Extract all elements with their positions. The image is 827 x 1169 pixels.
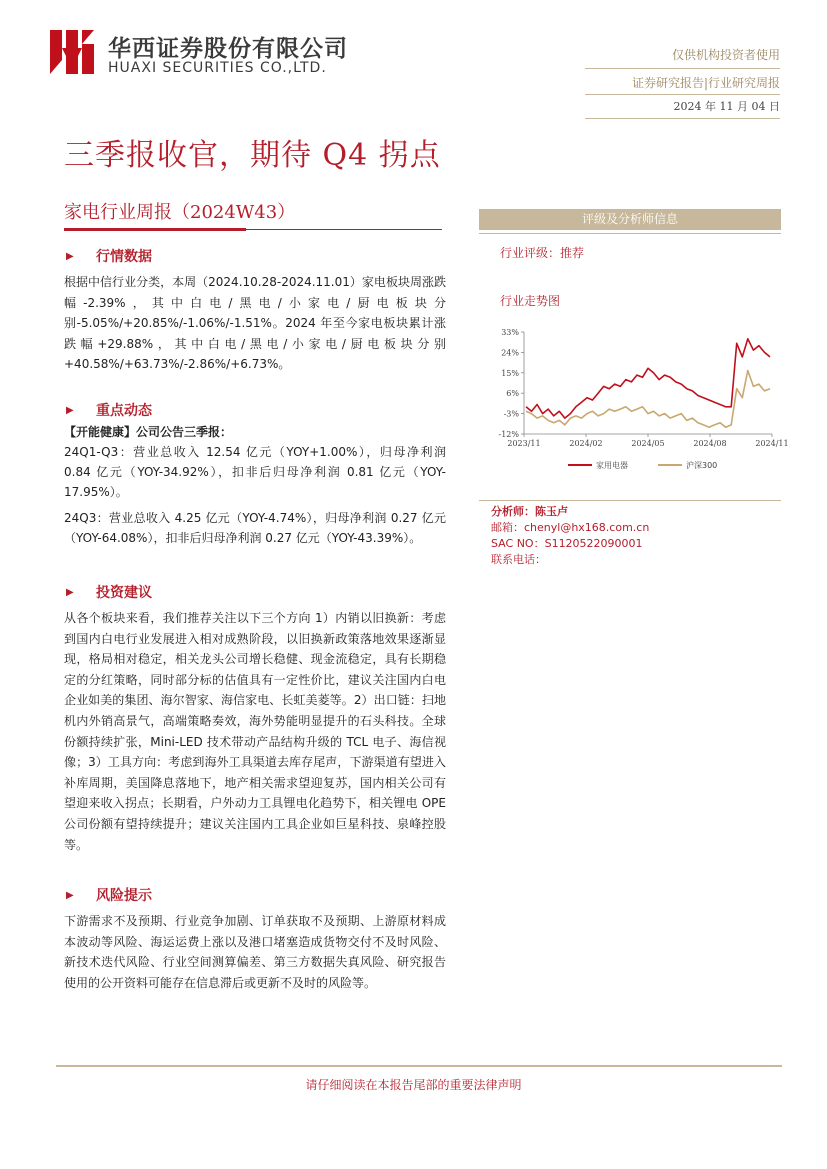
company-name-cn: 华西证券股份有限公司 [108,36,348,62]
advice-text: 从各个板块来看，我们推荐关注以下三个方向 1）内销以旧换新：考虑到国内白电行业发展进入相对成熟阶段，以旧换新政策落地效果逐渐显现，格局相对稳定，相关龙头公司增长稳健、现金流稳定，具有长期稳定的分红策略，同时部分标的估值具有一定性价比，建议关注国内白电企业如美的集团、海尔智家、海信家电、长虹美菱等。2）出口链：扫地机内外销高景气，高端策略奏效，海外势能明显提升的石头科技。全球份额持续扩张，Mini-LED 技术带动产品结构升级的 TCL 电子、海信视像；3）工具方向：考虑到海外工具渠道去库存尾声，下游渠道有望进入补库周期，美国降息落地下，地产相关需求望迎复苏，国内相关公司有望迎来收入拐点；长期看，户外动力工具锂电化趋势下，相关锂电 OPE 公司份额有望持续提升；建议关注国内工具企业如巨星科技、泉峰控股等。 [64,611,446,852]
news-paragraph: 24Q1-Q3：营业总收入 12.54 亿元（YOY+1.00%），归母净利润 0.84 亿元（YOY-34.92%），扣非后归母净利润 0.81 亿元（YOY-17.95%）。 [64,445,446,499]
analyst-phone: 联系电话： [491,553,546,566]
divider [479,500,781,501]
legend-label: 沪深300 [686,461,718,470]
section-title: 行情数据 [96,249,152,265]
y-tick-label: 6% [506,389,519,399]
trend-chart-title: 行业走势图 [500,294,561,308]
triangle-bullet-icon: ▶ [66,404,74,416]
legal-notice: 请仔细阅读在本报告尾部的重要法律声明 [305,1078,522,1092]
divider [585,94,780,95]
company-logo [50,30,98,74]
rating-banner: 评级及分析师信息 [479,209,781,230]
section-risk [64,885,446,993]
subtitle-rule [246,229,442,230]
x-tick-label: 2024/08 [693,439,727,448]
audience-note: 仅供机构投资者使用 [671,48,780,62]
company-name-en: HUAXI SECURITIES CO.,LTD. [108,60,327,76]
section-title: 重点动态 [96,403,152,419]
triangle-bullet-icon: ▶ [66,889,74,901]
triangle-bullet-icon: ▶ [66,250,74,262]
divider [585,118,780,119]
y-tick-label: -12% [498,430,519,439]
section-title: 投资建议 [96,585,152,601]
y-tick-label: 24% [501,348,519,358]
subtitle-underline [64,228,246,231]
divider [585,68,780,69]
section-market [64,246,446,375]
y-tick-label: -3% [503,409,519,419]
analyst-info [491,504,649,568]
legend-label: 家用电器 [596,461,628,470]
y-tick-label: 15% [501,368,519,378]
section-title: 风险提示 [96,888,152,904]
y-tick-label: 33% [501,328,519,337]
market-text: 根据中信行业分类，本周（2024.10.28-2024.11.01）家电板块周涨跌幅-2.39%，其中白电/黑电/小家电/厨电板块分别-5.05%/+20.85%/-1.06%/-1.51%。2024 年至今家电板块累计涨跌幅+29.88%，其中白电/黑电/小家电/厨电板块分别+40.58%/+63.73%/-2.86%/+6.73%。 [64,275,446,372]
footer-rule [56,1065,782,1067]
news-paragraph: 24Q3：营业总收入 4.25 亿元（YOY-4.74%），归母净利润 0.27 亿元（YOY-64.08%），扣非后归母净利润 0.27 亿元（YOY-43.39%）。 [64,511,446,545]
news-headline: 【开能健康】公司公告三季报： [64,425,233,439]
section-advice [64,582,446,855]
industry-trend-chart [488,320,789,480]
report-title: 三季报收官，期待 Q4 拐点 [64,138,441,173]
report-date: 2024 年 11 月 04 日 [673,100,780,113]
x-tick-label: 2024/11 [755,439,789,448]
triangle-bullet-icon: ▶ [66,586,74,598]
divider [479,233,781,234]
risk-text: 下游需求不及预期、行业竞争加剧、订单获取不及预期、上游原材料成本波动等风险、海运运费上涨以及港口堵塞造成货物交付不及时风险、新技术迭代风险、行业空间测算偏差、第三方数据失真风险、研究报告使用的公开资料可能存在信息滞后或更新不及时的风险等。 [64,914,446,990]
x-tick-label: 2023/11 [507,439,541,448]
analyst-sac: SAC NO：S1120522090001 [491,537,643,550]
section-news [64,400,446,548]
industry-rating: 行业评级：推荐 [500,246,585,260]
analyst-name: 分析师：陈玉卢 [491,505,568,518]
analyst-email: 邮箱：chenyl@hx168.com.cn [491,521,650,534]
x-tick-label: 2024/02 [569,439,603,448]
report-subtitle: 家电行业周报（2024W43） [64,202,296,223]
x-tick-label: 2024/05 [631,439,665,448]
report-kind: 证券研究报告|行业研究周报 [631,76,780,90]
